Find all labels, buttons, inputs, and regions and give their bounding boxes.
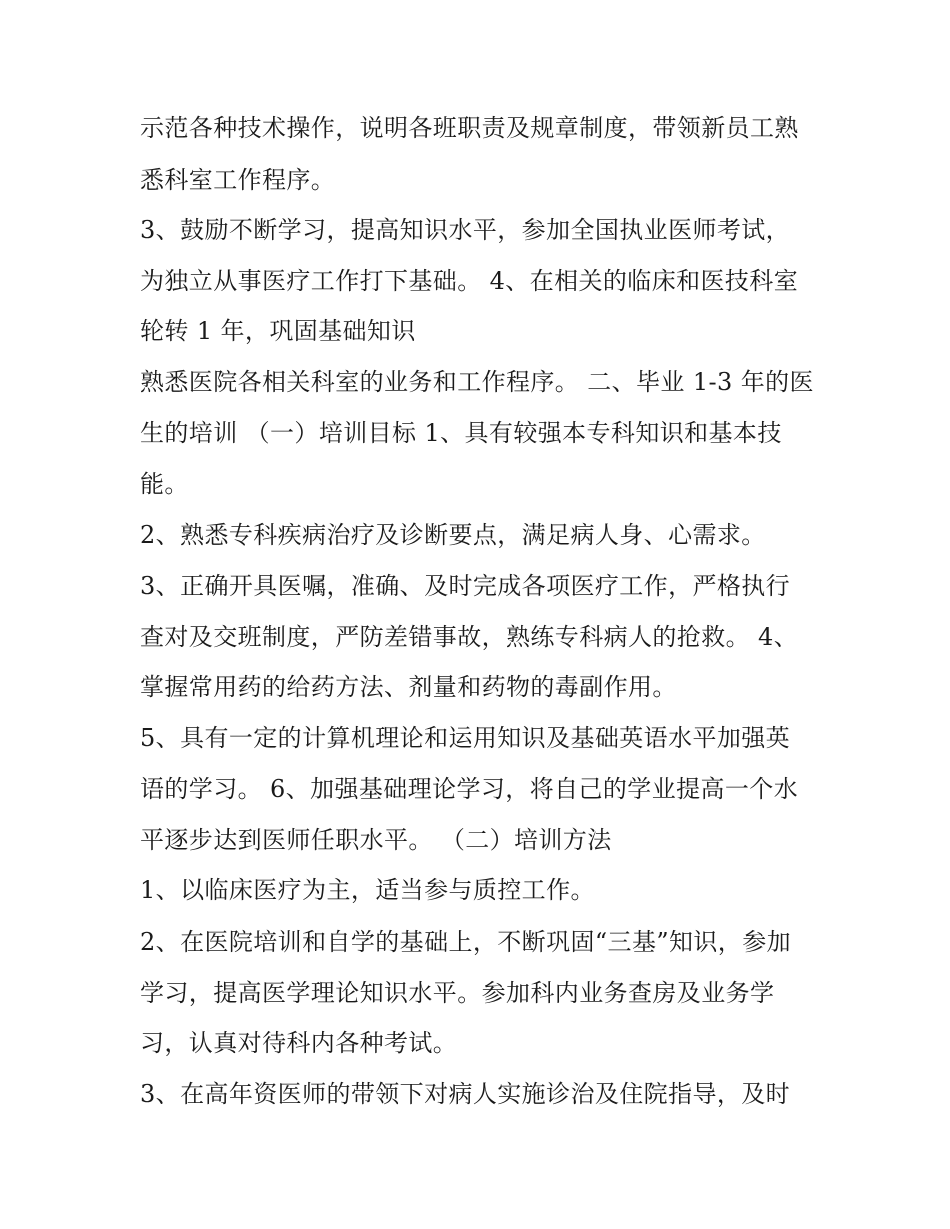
text-line: 语的学习。 6、加强基础理论学习，将自己的学业提高一个水 (140, 775, 799, 803)
text-line: 为独立从事医疗工作打下基础。 4、在相关的临床和医技科室 (140, 267, 799, 295)
text-line: 示范各种技术操作，说明各班职责及规章制度，带领新员工熟 (140, 114, 799, 142)
text-line: 3、正确开具医嘱，准确、及时完成各项医疗工作，严格执行 (140, 572, 791, 600)
text-line: 悉科室工作程序。 (140, 166, 336, 194)
text-line: 2、在医院培训和自学的基础上，不断巩固“三基”知识，参加 (140, 928, 792, 956)
text-line: 掌握常用药的给药方法、剂量和药物的毒副作用。 (140, 673, 677, 701)
text-line: 5、具有一定的计算机理论和运用知识及基础英语水平加强英 (140, 724, 791, 752)
text-line: 3、鼓励不断学习，提高知识水平，参加全国执业医师考试， (140, 216, 791, 244)
text-line: 平逐步达到医师任职水平。 （二）培训方法 (140, 826, 612, 854)
text-line: 能。 (140, 470, 189, 498)
text-line: 学习，提高医学理论知识水平。参加科内业务查房及业务学 (140, 979, 775, 1007)
text-line: 生的培训 （一）培训目标 1、具有较强本专科知识和基本技 (140, 419, 782, 447)
text-line: 2、熟悉专科疾病治疗及诊断要点，满足病人身、心需求。 (140, 521, 766, 549)
text-line: 习，认真对待科内各种考试。 (140, 1029, 458, 1057)
text-line: 轮转 1 年，巩固基础知识 (140, 317, 416, 345)
text-line: 3、在高年资医师的带领下对病人实施诊治及住院指导，及时 (140, 1080, 791, 1108)
text-line: 查对及交班制度，严防差错事故，熟练专科病人的抢救。 4、 (140, 623, 799, 651)
text-line: 熟悉医院各相关科室的业务和工作程序。 二、毕业 1-3 年的医 (140, 368, 814, 396)
text-line: 1、以临床医疗为主，适当参与质控工作。 (140, 876, 595, 904)
